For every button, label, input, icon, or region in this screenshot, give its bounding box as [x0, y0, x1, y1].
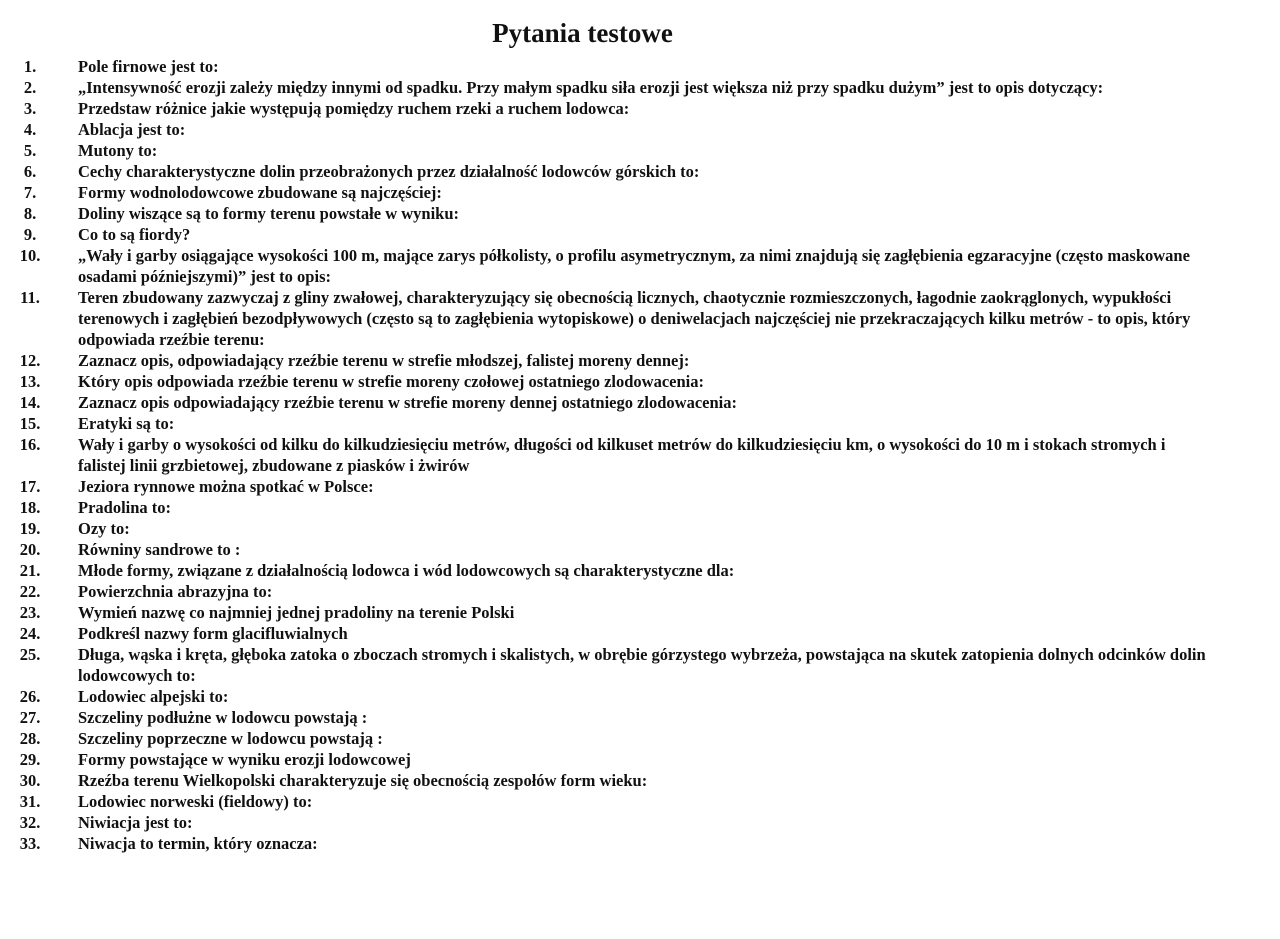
question-item [0, 98, 1280, 119]
question-text: Eratyki są to: [78, 414, 175, 433]
question-text: Zaznacz opis, odpowiadający rzeźbie terenu w strefie młodszej, falistej moreny dennej: [78, 351, 690, 370]
question-item [0, 770, 1280, 791]
question-text: Równiny sandrowe to : [78, 540, 241, 559]
question-number: 31. [19, 792, 41, 811]
question-number: 9. [23, 225, 37, 244]
question-item [0, 56, 1280, 77]
question-list [0, 56, 1280, 854]
question-text: Ablacja jest to: [78, 120, 186, 139]
question-number: 6. [23, 162, 37, 181]
question-number: 16. [19, 435, 41, 454]
question-item [0, 833, 1280, 854]
question-number: 30. [19, 771, 41, 790]
question-number: 26. [19, 687, 41, 706]
question-item [0, 77, 1280, 98]
question-item [0, 644, 1280, 686]
question-number: 15. [19, 414, 41, 433]
question-item [0, 140, 1280, 161]
question-text: Cechy charakterystyczne dolin przeobrażonych przez działalność lodowców górskich to: [78, 162, 700, 181]
question-item [0, 602, 1280, 623]
question-text: Lodowiec norweski (fieldowy) to: [78, 792, 313, 811]
question-item [0, 812, 1280, 833]
question-item [0, 371, 1280, 392]
question-item [0, 791, 1280, 812]
question-number: 13. [19, 372, 41, 391]
question-text: Doliny wiszące są to formy terenu powstałe w wyniku: [78, 204, 460, 223]
question-text: Zaznacz opis odpowiadający rzeźbie terenu w strefie moreny dennej ostatniego zlodowacenia: [78, 393, 738, 412]
question-item [0, 497, 1280, 518]
question-number: 29. [19, 750, 41, 769]
question-item [0, 392, 1280, 413]
question-text: Pradolina to: [78, 498, 172, 517]
question-item [0, 707, 1280, 728]
question-item [0, 203, 1280, 224]
question-item [0, 539, 1280, 560]
question-number: 3. [23, 99, 37, 118]
question-number: 22. [19, 582, 41, 601]
question-item [0, 224, 1280, 245]
question-number: 5. [23, 141, 37, 160]
question-item [0, 413, 1280, 434]
question-text: Formy powstające w wyniku erozji lodowcowej [78, 750, 411, 769]
question-text: Szczeliny poprzeczne w lodowcu powstają : [78, 729, 383, 748]
question-text: Niwacja to termin, który oznacza: [78, 834, 318, 853]
question-number: 8. [23, 204, 37, 223]
question-number: 20. [19, 540, 41, 559]
question-item [0, 686, 1280, 707]
question-item [0, 245, 1280, 287]
question-number: 19. [19, 519, 41, 538]
question-text: Powierzchnia abrazyjna to: [78, 582, 273, 601]
question-text: Szczeliny podłużne w lodowcu powstają : [78, 708, 368, 727]
question-number: 27. [19, 708, 41, 727]
question-item [0, 287, 1280, 350]
question-text: Podkreśl nazwy form glacifluwialnych [78, 624, 348, 643]
question-item [0, 581, 1280, 602]
question-number: 4. [23, 120, 37, 139]
question-text: Co to są fiordy? [78, 225, 191, 244]
question-number: 21. [19, 561, 41, 580]
question-number: 12. [19, 351, 41, 370]
question-text: Pole firnowe jest to: [78, 57, 219, 76]
question-item [0, 434, 1280, 476]
question-number: 28. [19, 729, 41, 748]
question-text: Długa, wąska i kręta, głęboka zatoka o zboczach stromych i skalistych, w obrębie górzystego wybrzeża, powstająca na skutek zatopienia dolnych odcinków dolin lodowcowych to: [78, 645, 1206, 685]
question-item [0, 728, 1280, 749]
question-item [0, 476, 1280, 497]
question-number: 32. [19, 813, 41, 832]
question-item [0, 182, 1280, 203]
question-number: 23. [19, 603, 41, 622]
question-text: Wały i garby o wysokości od kilku do kilkudziesięciu metrów, długości od kilkuset metrów do kilkudziesięciu km, o wysokości do 10 m i stokach stromych i falistej linii grzbietowej, zbudowane z piasków i żwirów [78, 435, 1166, 475]
question-number: 18. [19, 498, 41, 517]
question-number: 24. [19, 624, 41, 643]
question-text: Który opis odpowiada rzeźbie terenu w strefie moreny czołowej ostatniego zlodowacenia: [78, 372, 704, 391]
question-text: Wymień nazwę co najmniej jednej pradoliny na terenie Polski [78, 603, 515, 622]
question-text: Lodowiec alpejski to: [78, 687, 229, 706]
question-number: 17. [19, 477, 41, 496]
question-number: 10. [19, 246, 41, 265]
question-text: Rzeźba terenu Wielkopolski charakteryzuje się obecnością zespołów form wieku: [78, 771, 648, 790]
question-text: „Intensywność erozji zależy między innymi od spadku. Przy małym spadku siła erozji jest większa niż przy spadku dużym” jest to opis dotyczący: [78, 78, 1104, 97]
question-text: Przedstaw różnice jakie występują pomiędzy ruchem rzeki a ruchem lodowca: [78, 99, 630, 118]
question-text: Ozy to: [78, 519, 130, 538]
question-text: Teren zbudowany zazwyczaj z gliny zwałowej, charakteryzujący się obecnością licznych, chaotycznie rozmieszczonych, łagodnie zaokrąglonych, wypukłości terenowych i zagłębień bezodpływowych (często są to zagłębienia wytopiskowe) o deniwelacjach najczęściej nie przekraczających kilku metrów - to opis, który odpowiada rzeźbie terenu: [78, 288, 1191, 349]
question-number: 2. [23, 78, 37, 97]
question-text: Młode formy, związane z działalnością lodowca i wód lodowcowych są charakterystyczne dla: [78, 561, 735, 580]
page-title: Pytania testowe [492, 18, 673, 48]
question-item [0, 161, 1280, 182]
question-number: 1. [23, 57, 37, 76]
question-text: Niwiacja jest to: [78, 813, 193, 832]
question-text: „Wały i garby osiągające wysokości 100 m, mające zarys półkolisty, o profilu asymetrycznym, za nimi znajdują się zagłębienia egzaracyjne (często maskowane osadami późniejszymi)” jest to opis: [78, 246, 1190, 286]
question-item [0, 749, 1280, 770]
question-item [0, 623, 1280, 644]
question-text: Formy wodnolodowcowe zbudowane są najczęściej: [78, 183, 442, 202]
question-text: Mutony to: [78, 141, 158, 160]
question-number: 25. [19, 645, 41, 664]
question-item [0, 518, 1280, 539]
question-number: 14. [19, 393, 41, 412]
question-number: 7. [23, 183, 37, 202]
question-item [0, 119, 1280, 140]
question-text: Jeziora rynnowe można spotkać w Polsce: [78, 477, 374, 496]
question-item [0, 560, 1280, 581]
question-number: 33. [19, 834, 41, 853]
question-item [0, 350, 1280, 371]
question-number: 11. [20, 288, 40, 307]
